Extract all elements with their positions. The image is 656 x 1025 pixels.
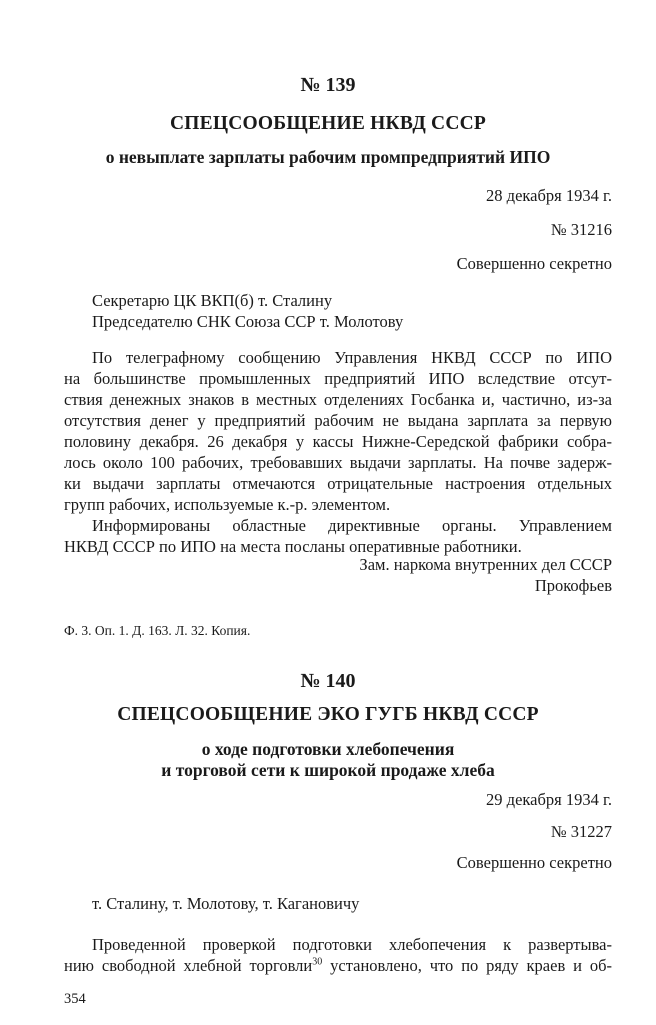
doc140-classification: Совершенно секретно [456, 853, 612, 872]
body-line: ки выдачи зарплаты отмечаются отрицательные настроения отдельных [64, 474, 612, 493]
doc139-signature-name: Прокофьев [534, 576, 612, 595]
doc139-number: № 139 [300, 74, 356, 96]
page-number: 354 [64, 991, 86, 1007]
doc140-number: № 140 [300, 670, 356, 692]
doc139-date: 28 декабря 1934 г. [486, 186, 612, 205]
doc139-signature-title: Зам. наркома внутренних дел СССР [359, 555, 612, 574]
body-line: на большинстве промышленных предприятий ИПО вследствие отсут- [64, 369, 612, 388]
body-line: групп рабочих, используемые к.-р. элементом. [64, 495, 391, 514]
body-line: Проведенной проверкой подготовки хлебопечения к развертыва- [92, 935, 612, 954]
doc139-addressee: Секретарю ЦК ВКП(б) т. Сталину [92, 291, 333, 310]
body-line: половину декабря. 26 декабря у кассы Нижне-Середской фабрики собра- [64, 432, 612, 451]
footnote-marker[interactable]: 30 [312, 956, 323, 968]
doc139-classification: Совершенно секретно [456, 254, 612, 273]
doc139-ref-number: № 31216 [550, 220, 612, 239]
body-line: лось около 100 рабочих, требовавших выдачи зарплаты. На почве задерж- [64, 453, 612, 472]
body-line: Информированы областные директивные органы. Управлением [92, 516, 612, 535]
doc140-subtitle-line: о ходе подготовки хлебопечения [201, 739, 455, 759]
doc139-archive-source: Ф. 3. Оп. 1. Д. 163. Л. 32. Копия. [64, 623, 251, 638]
doc140-date: 29 декабря 1934 г. [486, 790, 612, 809]
doc140-subtitle-line: и торговой сети к широкой продаже хлеба [161, 760, 495, 780]
doc139-subtitle: о невыплате зарплаты рабочим промпредприятий ИПО [105, 147, 551, 167]
doc140-addressee: т. Сталину, т. Молотову, т. Кагановичу [92, 894, 360, 913]
doc140-ref-number: № 31227 [550, 822, 612, 841]
body-line: ствия денежных знаков в местных отделениях Госбанка и, частично, из-за [64, 390, 612, 409]
doc139-title: СПЕЦСООБЩЕНИЕ НКВД СССР [170, 113, 486, 134]
body-line [64, 955, 612, 976]
body-line: отсутствия денег у предприятий рабочим не выдана зарплата за первую [64, 411, 612, 430]
body-text-fragment: установлено, что по ряду краев и об- [322, 956, 612, 975]
body-line: НКВД СССР по ИПО на места посланы оперативные работники. [64, 537, 522, 556]
doc139-addressee: Председателю СНК Союза ССР т. Молотову [92, 312, 404, 331]
doc140-title: СПЕЦСООБЩЕНИЕ ЭКО ГУГБ НКВД СССР [117, 704, 539, 725]
body-text-fragment: нию свободной хлебной торговли [64, 956, 313, 975]
body-line: По телеграфному сообщению Управления НКВД СССР по ИПО [92, 348, 612, 367]
